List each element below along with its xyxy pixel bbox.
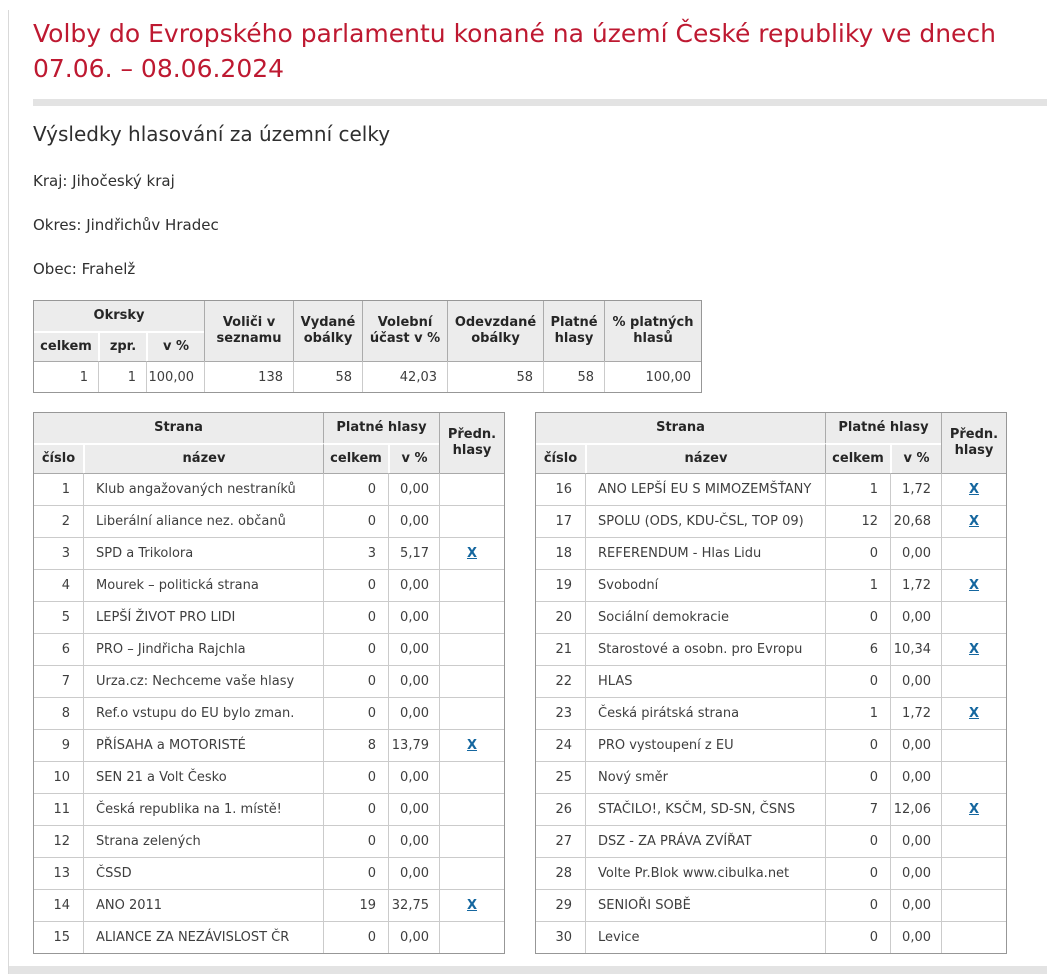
- party-name: HLAS: [585, 665, 825, 697]
- party-row: [536, 537, 1006, 569]
- party-votes-percent: 0,00: [890, 601, 941, 633]
- party-number: 18: [536, 537, 585, 569]
- party-votes-total: 0: [825, 921, 890, 953]
- party-row: [536, 697, 1006, 729]
- party-number: 23: [536, 697, 585, 729]
- party-row: [34, 601, 504, 633]
- party-row: [34, 921, 504, 953]
- party-row: [34, 665, 504, 697]
- summary-header-row-1: [34, 301, 701, 331]
- party-row: [34, 537, 504, 569]
- summary-ucast: 42,03: [362, 361, 447, 392]
- party-row: [536, 857, 1006, 889]
- party-name: Mourek – politická strana: [83, 569, 323, 601]
- party-name: Levice: [585, 921, 825, 953]
- party-votes-total: 12: [825, 505, 890, 537]
- party-name: SPOLU (ODS, KDU-ČSL, TOP 09): [585, 505, 825, 537]
- section-title: Výsledky hlasování za územní celky: [33, 122, 391, 146]
- col-header-nazev: název: [83, 443, 323, 473]
- col-header-platne-hlasy: Platné hlasy: [323, 413, 439, 443]
- col-header-volici: Voliči v seznamu: [204, 301, 293, 361]
- party-row: [34, 857, 504, 889]
- summary-values-row: [34, 361, 701, 392]
- party-name: ANO LEPŠÍ EU S MIMOZEMŠŤANY: [585, 473, 825, 505]
- party-votes-total: 19: [323, 889, 388, 921]
- party-votes-total: 0: [323, 601, 388, 633]
- pref-votes-cell: [941, 921, 1006, 953]
- col-header-cislo: číslo: [536, 443, 585, 473]
- party-votes-percent: 0,00: [890, 857, 941, 889]
- pref-votes-cell: [439, 537, 504, 569]
- party-table-right: [535, 412, 1007, 954]
- party-votes-percent: 13,79: [388, 729, 439, 761]
- party-name: STAČILO!, KSČM, SD-SN, ČSNS: [585, 793, 825, 825]
- party-votes-total: 0: [825, 825, 890, 857]
- party-votes-percent: 0,00: [388, 633, 439, 665]
- party-votes-total: 0: [825, 729, 890, 761]
- party-row: [34, 473, 504, 505]
- party-row: [536, 633, 1006, 665]
- party-votes-percent: 0,00: [388, 569, 439, 601]
- summary-platne-hlasy: 58: [543, 361, 604, 392]
- pref-votes-cell: [941, 537, 1006, 569]
- party-name: Volte Pr.Blok www.cibulka.net: [585, 857, 825, 889]
- party-number: 27: [536, 825, 585, 857]
- party-votes-percent: 0,00: [388, 697, 439, 729]
- pref-votes-cell: [439, 473, 504, 505]
- pref-votes-cell: [439, 697, 504, 729]
- col-header-okrsky-celkem: celkem: [34, 331, 98, 361]
- party-number: 7: [34, 665, 83, 697]
- summary-pct-platnych: 100,00: [604, 361, 701, 392]
- pref-votes-link[interactable]: X: [968, 706, 980, 721]
- page-title-line-1: Volby do Evropského parlamentu konané na území České republiky ve dnech: [33, 19, 997, 48]
- party-name: Svobodní: [585, 569, 825, 601]
- summary-table: [33, 300, 702, 393]
- party-votes-percent: 0,00: [388, 761, 439, 793]
- pref-votes-cell: [439, 601, 504, 633]
- pref-votes-cell: [941, 473, 1006, 505]
- party-votes-total: 7: [825, 793, 890, 825]
- party-number: 17: [536, 505, 585, 537]
- party-number: 26: [536, 793, 585, 825]
- party-header-row-1: [536, 413, 1006, 443]
- party-number: 12: [34, 825, 83, 857]
- party-number: 20: [536, 601, 585, 633]
- party-votes-total: 0: [323, 793, 388, 825]
- party-votes-percent: 20,68: [890, 505, 941, 537]
- party-votes-percent: 32,75: [388, 889, 439, 921]
- pref-votes-cell: [439, 665, 504, 697]
- pref-votes-cell: [439, 505, 504, 537]
- party-votes-total: 3: [323, 537, 388, 569]
- pref-votes-cell: [941, 633, 1006, 665]
- party-number: 24: [536, 729, 585, 761]
- col-header-v-pct: v %: [890, 443, 941, 473]
- party-votes-total: 0: [825, 761, 890, 793]
- party-votes-percent: 0,00: [890, 889, 941, 921]
- party-votes-percent: 0,00: [890, 537, 941, 569]
- pref-votes-cell: [941, 857, 1006, 889]
- party-votes-percent: 12,06: [890, 793, 941, 825]
- pref-votes-cell: [439, 889, 504, 921]
- region-line-kraj: Kraj: Jihočeský kraj: [33, 172, 175, 190]
- pref-votes-cell: [439, 793, 504, 825]
- party-number: 16: [536, 473, 585, 505]
- party-name: LEPŠÍ ŽIVOT PRO LIDI: [83, 601, 323, 633]
- party-votes-total: 0: [323, 665, 388, 697]
- col-header-celkem: celkem: [825, 443, 890, 473]
- party-votes-percent: 1,72: [890, 473, 941, 505]
- party-number: 19: [536, 569, 585, 601]
- party-number: 28: [536, 857, 585, 889]
- party-votes-total: 0: [323, 505, 388, 537]
- party-votes-percent: 10,34: [890, 633, 941, 665]
- party-tables-container: [33, 412, 1047, 954]
- pref-votes-link[interactable]: X: [466, 898, 478, 913]
- party-number: 15: [34, 921, 83, 953]
- party-number: 13: [34, 857, 83, 889]
- party-votes-total: 0: [825, 537, 890, 569]
- col-header-predn-hlasy: Předn. hlasy: [439, 413, 504, 473]
- summary-odevzdane-obalky: 58: [447, 361, 543, 392]
- col-header-pct-platnych: % platných hlasů: [604, 301, 701, 361]
- party-votes-total: 0: [323, 921, 388, 953]
- col-header-celkem: celkem: [323, 443, 388, 473]
- party-votes-percent: 0,00: [890, 761, 941, 793]
- party-name: Nový směr: [585, 761, 825, 793]
- party-row: [34, 697, 504, 729]
- party-number: 14: [34, 889, 83, 921]
- party-name: PRO – Jindřicha Rajchla: [83, 633, 323, 665]
- party-number: 6: [34, 633, 83, 665]
- party-row: [34, 825, 504, 857]
- party-number: 4: [34, 569, 83, 601]
- col-header-v-pct: v %: [388, 443, 439, 473]
- party-votes-percent: 0,00: [890, 921, 941, 953]
- page-left-border: [8, 10, 9, 974]
- party-name: Česká pirátská strana: [585, 697, 825, 729]
- party-votes-percent: 0,00: [388, 825, 439, 857]
- party-votes-total: 1: [825, 569, 890, 601]
- pref-votes-cell: [941, 601, 1006, 633]
- pref-votes-cell: [941, 569, 1006, 601]
- party-number: 8: [34, 697, 83, 729]
- party-votes-percent: 0,00: [388, 921, 439, 953]
- party-row: [536, 569, 1006, 601]
- party-header-row-1: [34, 413, 504, 443]
- party-header-row-2: [536, 443, 1006, 473]
- party-name: Sociální demokracie: [585, 601, 825, 633]
- pref-votes-link[interactable]: X: [466, 546, 478, 561]
- party-votes-total: 1: [825, 697, 890, 729]
- col-header-ucast: Volební účast v %: [362, 301, 447, 361]
- party-name: ANO 2011: [83, 889, 323, 921]
- party-row: [536, 601, 1006, 633]
- party-row: [34, 569, 504, 601]
- pref-votes-link[interactable]: X: [968, 482, 980, 497]
- party-row: [34, 633, 504, 665]
- pref-votes-cell: [941, 665, 1006, 697]
- footer-divider: [9, 966, 1047, 974]
- pref-votes-cell: [941, 697, 1006, 729]
- pref-votes-link[interactable]: X: [466, 738, 478, 753]
- col-header-platne-hlasy: Platné hlasy: [543, 301, 604, 361]
- pref-votes-cell: [941, 825, 1006, 857]
- summary-vydane-obalky: 58: [293, 361, 362, 392]
- party-row: [536, 889, 1006, 921]
- col-header-nazev: název: [585, 443, 825, 473]
- party-name: SEN 21 a Volt Česko: [83, 761, 323, 793]
- party-header-row-2: [34, 443, 504, 473]
- party-number: 1: [34, 473, 83, 505]
- pref-votes-cell: [439, 825, 504, 857]
- party-name: Liberální aliance nez. občanů: [83, 505, 323, 537]
- party-row: [536, 505, 1006, 537]
- party-votes-total: 0: [323, 633, 388, 665]
- party-name: ALIANCE ZA NEZÁVISLOST ČR: [83, 921, 323, 953]
- pref-votes-cell: [439, 921, 504, 953]
- pref-votes-cell: [439, 761, 504, 793]
- party-name: Starostové a osobn. pro Evropu: [585, 633, 825, 665]
- party-table-left: [33, 412, 505, 954]
- party-votes-total: 0: [323, 697, 388, 729]
- party-number: 2: [34, 505, 83, 537]
- party-votes-total: 0: [825, 665, 890, 697]
- party-number: 10: [34, 761, 83, 793]
- pref-votes-cell: [439, 857, 504, 889]
- col-header-platne-hlasy: Platné hlasy: [825, 413, 941, 443]
- pref-votes-cell: [439, 633, 504, 665]
- pref-votes-link[interactable]: X: [968, 802, 980, 817]
- pref-votes-cell: [941, 793, 1006, 825]
- party-number: 22: [536, 665, 585, 697]
- party-votes-percent: 0,00: [388, 505, 439, 537]
- page-title-line-2: 07.06. – 08.06.2024: [33, 54, 285, 83]
- pref-votes-cell: [941, 505, 1006, 537]
- party-votes-percent: 0,00: [890, 729, 941, 761]
- party-name: Klub angažovaných nestraníků: [83, 473, 323, 505]
- party-name: Strana zelených: [83, 825, 323, 857]
- party-votes-total: 0: [825, 857, 890, 889]
- col-header-vydane-obalky: Vydané obálky: [293, 301, 362, 361]
- col-header-cislo: číslo: [34, 443, 83, 473]
- party-name: PŘÍSAHA a MOTORISTÉ: [83, 729, 323, 761]
- party-number: 21: [536, 633, 585, 665]
- party-votes-percent: 1,72: [890, 697, 941, 729]
- party-votes-total: 8: [323, 729, 388, 761]
- party-row: [536, 665, 1006, 697]
- party-number: 3: [34, 537, 83, 569]
- party-votes-total: 0: [825, 601, 890, 633]
- col-header-predn-hlasy: Předn. hlasy: [941, 413, 1006, 473]
- party-row: [536, 729, 1006, 761]
- party-row: [34, 793, 504, 825]
- party-number: 30: [536, 921, 585, 953]
- party-number: 25: [536, 761, 585, 793]
- party-number: 29: [536, 889, 585, 921]
- party-number: 5: [34, 601, 83, 633]
- party-name: Urza.cz: Nechceme vaše hlasy: [83, 665, 323, 697]
- party-row: [536, 473, 1006, 505]
- party-votes-total: 0: [323, 857, 388, 889]
- party-name: ČSSD: [83, 857, 323, 889]
- party-votes-percent: 0,00: [388, 793, 439, 825]
- col-header-okrsky-pct: v %: [146, 331, 204, 361]
- party-votes-percent: 0,00: [890, 825, 941, 857]
- party-name: DSZ - ZA PRÁVA ZVÍŘAT: [585, 825, 825, 857]
- party-votes-total: 0: [323, 569, 388, 601]
- col-header-strana: Strana: [536, 413, 825, 443]
- party-votes-percent: 0,00: [388, 601, 439, 633]
- page-title: [33, 16, 1047, 86]
- party-row: [536, 761, 1006, 793]
- party-votes-percent: 0,00: [388, 473, 439, 505]
- pref-votes-link[interactable]: X: [968, 642, 980, 657]
- summary-volici: 138: [204, 361, 293, 392]
- party-votes-total: 0: [825, 889, 890, 921]
- col-header-strana: Strana: [34, 413, 323, 443]
- title-divider: [33, 99, 1047, 106]
- summary-okrsky-pct: 100,00: [146, 361, 204, 392]
- party-number: 11: [34, 793, 83, 825]
- party-votes-total: 0: [323, 761, 388, 793]
- col-header-okrsky: Okrsky: [34, 301, 204, 331]
- party-row: [536, 793, 1006, 825]
- party-votes-total: 0: [323, 825, 388, 857]
- pref-votes-link[interactable]: X: [968, 578, 980, 593]
- party-row: [34, 505, 504, 537]
- summary-okrsky-celkem: 1: [34, 361, 98, 392]
- pref-votes-cell: [941, 889, 1006, 921]
- region-line-okres: Okres: Jindřichův Hradec: [33, 216, 219, 234]
- party-name: SENIOŘI SOBĚ: [585, 889, 825, 921]
- party-row: [34, 889, 504, 921]
- party-votes-percent: 0,00: [890, 665, 941, 697]
- party-votes-total: 6: [825, 633, 890, 665]
- party-row: [536, 825, 1006, 857]
- party-name: PRO vystoupení z EU: [585, 729, 825, 761]
- party-votes-total: 0: [323, 473, 388, 505]
- party-number: 9: [34, 729, 83, 761]
- pref-votes-cell: [941, 761, 1006, 793]
- pref-votes-cell: [439, 569, 504, 601]
- party-row: [536, 921, 1006, 953]
- party-votes-percent: 5,17: [388, 537, 439, 569]
- party-row: [34, 761, 504, 793]
- party-votes-percent: 0,00: [388, 665, 439, 697]
- pref-votes-cell: [941, 729, 1006, 761]
- party-name: Ref.o vstupu do EU bylo zman.: [83, 697, 323, 729]
- col-header-okrsky-zpr: zpr.: [98, 331, 146, 361]
- summary-okrsky-zpr: 1: [98, 361, 146, 392]
- party-row: [34, 729, 504, 761]
- pref-votes-link[interactable]: X: [968, 514, 980, 529]
- col-header-odevzdane-obalky: Odevzdané obálky: [447, 301, 543, 361]
- party-votes-percent: 1,72: [890, 569, 941, 601]
- party-votes-total: 1: [825, 473, 890, 505]
- region-line-obec: Obec: Frahelž: [33, 260, 136, 278]
- party-votes-percent: 0,00: [388, 857, 439, 889]
- party-name: SPD a Trikolora: [83, 537, 323, 569]
- party-name: Česká republika na 1. místě!: [83, 793, 323, 825]
- party-name: REFERENDUM - Hlas Lidu: [585, 537, 825, 569]
- pref-votes-cell: [439, 729, 504, 761]
